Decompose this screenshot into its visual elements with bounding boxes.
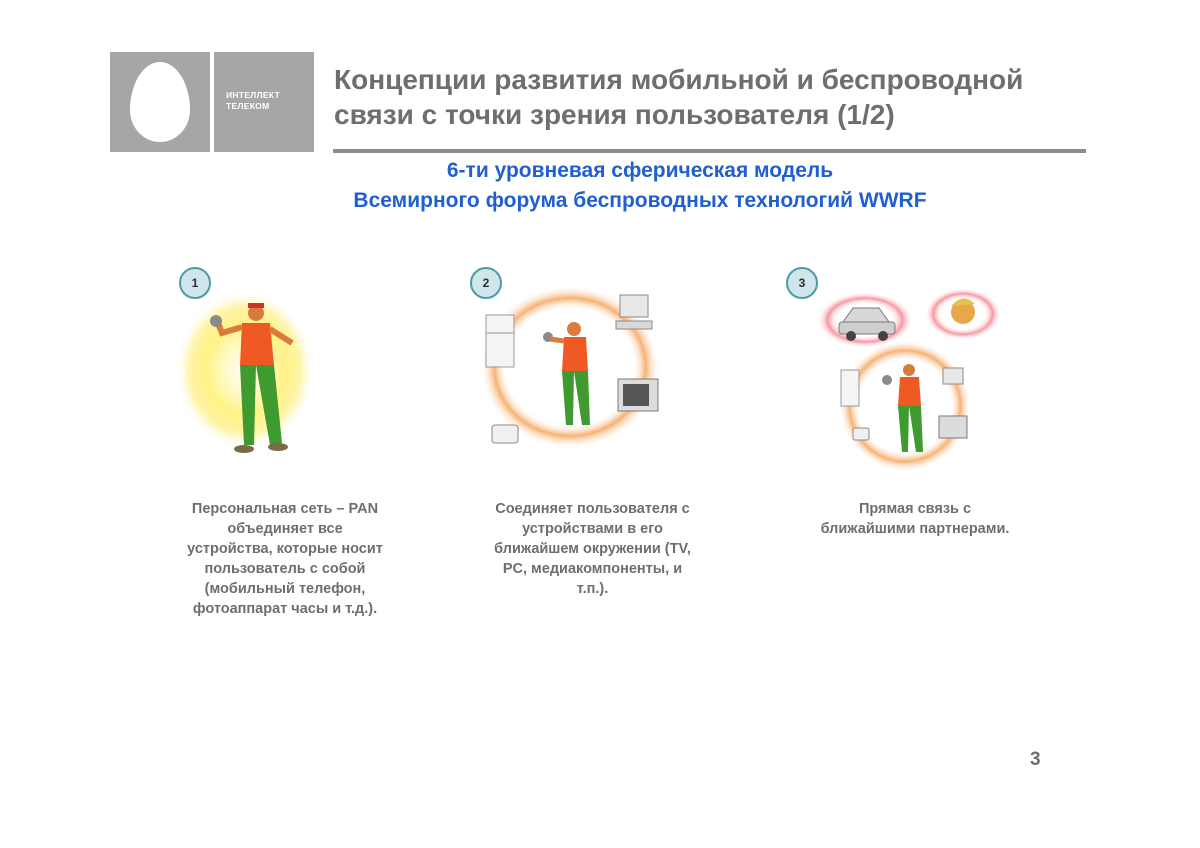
pan-illustration [170, 285, 320, 470]
level-badge-1: 1 [179, 267, 211, 299]
logo-wordmark [226, 90, 280, 112]
caption-level-3 [790, 499, 1040, 539]
toaster-icon [492, 425, 518, 443]
caption-1-line: пользователь с собой [204, 561, 366, 577]
fridge-icon [486, 315, 514, 367]
caption-1-line: Персональная сеть – PAN [191, 501, 379, 517]
partners-illustration [815, 288, 1005, 478]
caption-level-2 [460, 499, 725, 599]
slide-subtitle-line-1: 6-ти уровневая сферическая модель [446, 159, 834, 182]
level-badge-3: 3 [786, 267, 818, 299]
caption-2-line: PC, медиакомпоненты, и [502, 561, 683, 577]
slide-title-line-2: связи с точки зрения пользователя (1/2) [334, 99, 895, 130]
caption-1-line: фотоаппарат часы и т.д.). [192, 601, 378, 617]
slide-title [334, 62, 1094, 132]
computer-icon [943, 368, 963, 384]
local-devices-illustration [478, 285, 668, 455]
tv-icon [618, 379, 658, 411]
caption-2-line: т.п.). [576, 581, 609, 597]
egg-icon [130, 62, 190, 142]
caption-1-line: (мобильный телефон, [204, 581, 366, 597]
level-badge-2: 2 [470, 267, 502, 299]
logo-text-block [214, 52, 314, 152]
caption-2-line: ближайшем окружении (TV, [494, 541, 691, 557]
caption-1-line: устройства, которые носит [187, 541, 383, 557]
caption-1-line: объединяет все [227, 521, 343, 537]
page-number: 3 [1030, 749, 1041, 770]
caption-2-line: Соединяет пользователя с [495, 501, 690, 517]
slide-subtitle [250, 156, 1030, 216]
logo-line-2: ТЕЛЕКОМ [226, 101, 270, 111]
tv-icon [939, 416, 967, 438]
logo-egg-block [110, 52, 210, 152]
caption-level-1 [150, 499, 420, 619]
caption-2-line: устройствами в его [522, 521, 663, 537]
logo-line-1: ИНТЕЛЛЕКТ [226, 90, 280, 100]
slide-title-line-1: Концепции развития мобильной и беспроводной [334, 64, 1024, 95]
fridge-icon [841, 370, 859, 406]
caption-3-line: ближайшими партнерами. [820, 521, 1010, 537]
title-divider [333, 149, 1086, 153]
toaster-icon [853, 428, 869, 440]
computer-icon [616, 295, 652, 329]
caption-3-line: Прямая связь с [858, 501, 972, 517]
slide-subtitle-line-2: Всемирного форума беспроводных технологий WWRF [353, 189, 927, 212]
